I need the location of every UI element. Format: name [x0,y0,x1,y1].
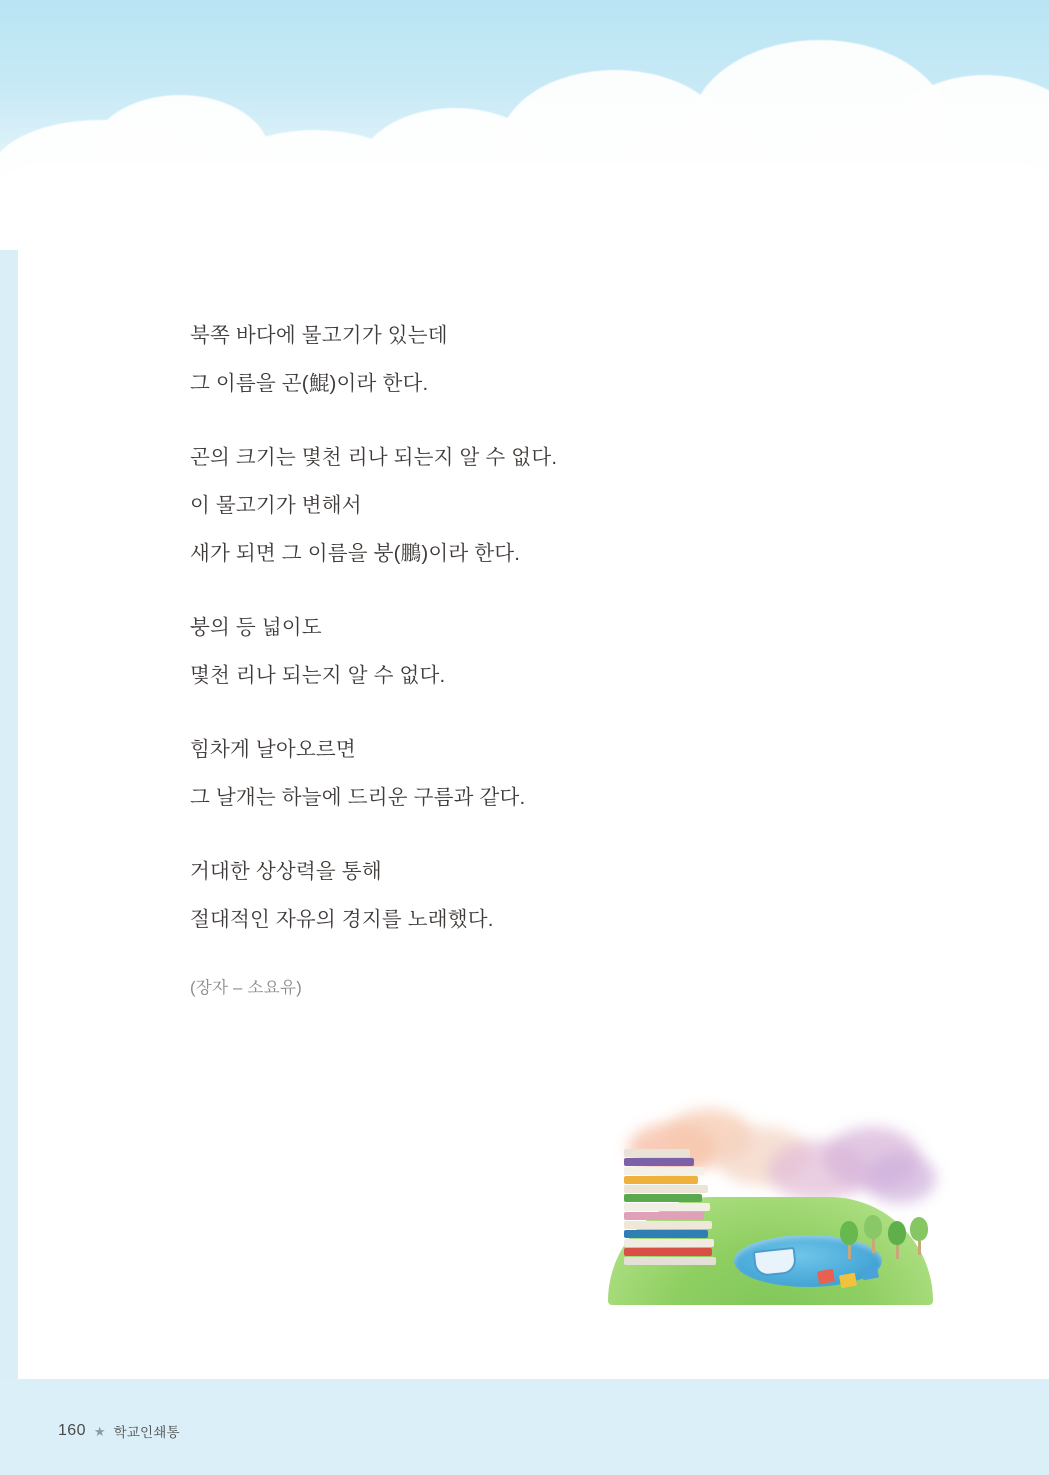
book [624,1230,708,1238]
floating-book [839,1273,857,1289]
tree-trunk [918,1241,921,1255]
page-footer [0,1379,1049,1475]
tree-crown [888,1221,906,1245]
floating-book [817,1269,835,1285]
poem-line: 북쪽 바다에 물고기가 있는데 [190,324,448,347]
poem-line: 그 이름을 곤(鯤)이라 한다. [190,372,429,395]
book [624,1149,690,1157]
poem-stanza [190,848,830,944]
book [624,1185,708,1193]
poem-line: 절대적인 자유의 경지를 노래했다. [190,908,494,931]
floating-book [861,1265,879,1281]
book [624,1248,712,1256]
book [624,1203,710,1211]
tree [840,1221,858,1259]
tree-trunk [872,1239,875,1253]
tree-trunk [848,1245,851,1259]
tree [864,1215,882,1253]
poem-line: 붕의 등 넓이도 [190,616,322,639]
poem-line: 거대한 상상력을 통해 [190,860,382,883]
book [624,1257,716,1265]
poem-line: 이 물고기가 변해서 [190,494,362,517]
tree-trunk [896,1245,899,1259]
footer-label: 학교인쇄통 [113,1425,180,1440]
star-icon: ★ [93,1423,106,1439]
poem-line: 새가 되면 그 이름을 붕(鵬)이라 한다. [190,542,521,565]
poem-stanza [190,604,830,700]
book [624,1239,714,1247]
smoke-puff [864,1153,936,1203]
tree [888,1221,906,1259]
poem-body [190,312,830,998]
footer-content [58,1421,180,1441]
book-stack [624,1145,716,1265]
poem-stanza [190,726,830,822]
poem-stanza [190,434,830,578]
tree [910,1217,928,1255]
page-number: 160 [58,1422,86,1439]
sky-header-illustration [0,0,1049,250]
book [624,1167,704,1175]
book [624,1212,704,1220]
tree-crown [910,1217,928,1241]
sky-gradient-fade [0,180,1049,250]
book [624,1194,702,1202]
poem-line: 그 날개는 하늘에 드리운 구름과 같다. [190,786,526,809]
poem-line: 곤의 크기는 몇천 리나 되는지 알 수 없다. [190,446,558,469]
tree-crown [864,1215,882,1239]
poem-line: 힘차게 날아오르면 [190,738,356,761]
poem-attribution: (장자 – 소요유) [190,979,303,997]
tree-crown [840,1221,858,1245]
book [624,1221,712,1229]
book [624,1176,698,1184]
books-pond-hill-illustration [608,1105,933,1305]
book [624,1158,694,1166]
poem-stanza [190,312,830,408]
poem-line: 몇천 리나 되는지 알 수 없다. [190,664,446,687]
